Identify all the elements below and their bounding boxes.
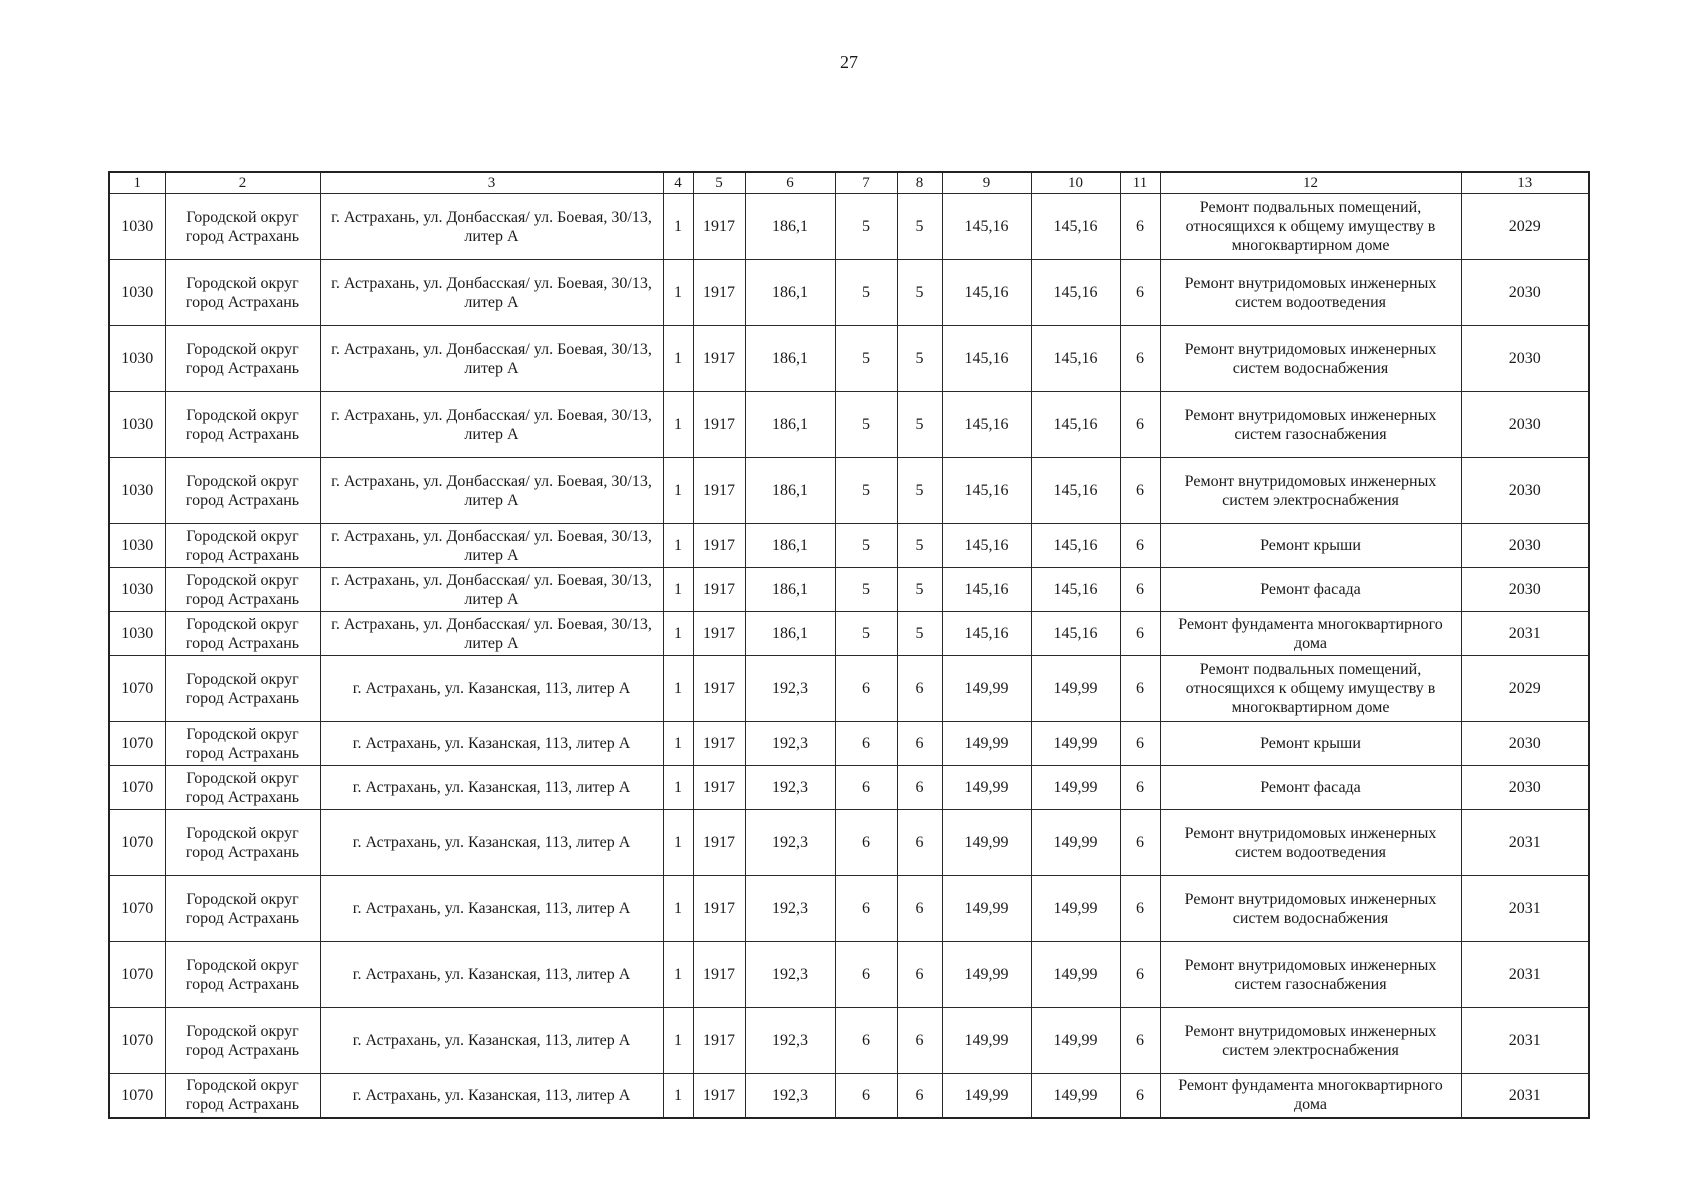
year-cell: 1917 <box>693 326 745 392</box>
work-type-cell: Ремонт внутридомовых инженерных систем водоотведения <box>1160 810 1461 876</box>
value-cell: 6 <box>1120 568 1160 612</box>
value-cell: 1 <box>663 1008 693 1074</box>
area-cell: 192,3 <box>745 810 835 876</box>
area-cell: 149,99 <box>942 656 1031 722</box>
area-cell: 192,3 <box>745 942 835 1008</box>
table-row <box>109 194 1589 260</box>
row-id: 1070 <box>109 1008 165 1074</box>
planned-year-cell: 2030 <box>1461 722 1589 766</box>
area-cell: 145,16 <box>1031 568 1120 612</box>
value-cell: 6 <box>1120 612 1160 656</box>
district-cell: Городской округ город Астрахань <box>165 524 320 568</box>
row-id: 1070 <box>109 1074 165 1118</box>
area-cell: 186,1 <box>745 612 835 656</box>
value-cell: 6 <box>1120 810 1160 876</box>
year-cell: 1917 <box>693 568 745 612</box>
value-cell: 1 <box>663 1074 693 1118</box>
address-cell: г. Астрахань, ул. Казанская, 113, литер А <box>320 766 663 810</box>
work-type-cell: Ремонт внутридомовых инженерных систем водоснабжения <box>1160 876 1461 942</box>
area-cell: 145,16 <box>942 524 1031 568</box>
planned-year-cell: 2031 <box>1461 876 1589 942</box>
value-cell: 6 <box>1120 1074 1160 1118</box>
row-id: 1030 <box>109 260 165 326</box>
address-cell: г. Астрахань, ул. Казанская, 113, литер А <box>320 876 663 942</box>
value-cell: 5 <box>897 612 942 656</box>
area-cell: 186,1 <box>745 568 835 612</box>
area-cell: 149,99 <box>1031 1008 1120 1074</box>
address-cell: г. Астрахань, ул. Донбасская/ ул. Боевая, 30/13, литер А <box>320 612 663 656</box>
area-cell: 145,16 <box>1031 524 1120 568</box>
year-cell: 1917 <box>693 194 745 260</box>
district-cell: Городской округ город Астрахань <box>165 458 320 524</box>
row-id: 1070 <box>109 942 165 1008</box>
area-cell: 145,16 <box>1031 612 1120 656</box>
work-type-cell: Ремонт внутридомовых инженерных систем электроснабжения <box>1160 1008 1461 1074</box>
value-cell: 6 <box>835 810 897 876</box>
column-number-header: 12 <box>1160 172 1461 194</box>
planned-year-cell: 2030 <box>1461 458 1589 524</box>
column-number-header: 9 <box>942 172 1031 194</box>
row-id: 1030 <box>109 392 165 458</box>
row-id: 1070 <box>109 766 165 810</box>
district-cell: Городской округ город Астрахань <box>165 942 320 1008</box>
area-cell: 149,99 <box>942 1008 1031 1074</box>
area-cell: 145,16 <box>942 392 1031 458</box>
planned-year-cell: 2030 <box>1461 568 1589 612</box>
value-cell: 6 <box>897 766 942 810</box>
year-cell: 1917 <box>693 876 745 942</box>
value-cell: 5 <box>835 458 897 524</box>
value-cell: 5 <box>835 392 897 458</box>
value-cell: 6 <box>1120 326 1160 392</box>
district-cell: Городской округ город Астрахань <box>165 722 320 766</box>
row-id: 1070 <box>109 656 165 722</box>
table-row <box>109 458 1589 524</box>
row-id: 1030 <box>109 194 165 260</box>
value-cell: 6 <box>835 942 897 1008</box>
table-row <box>109 612 1589 656</box>
value-cell: 1 <box>663 194 693 260</box>
area-cell: 149,99 <box>942 722 1031 766</box>
value-cell: 6 <box>897 722 942 766</box>
district-cell: Городской округ город Астрахань <box>165 260 320 326</box>
year-cell: 1917 <box>693 810 745 876</box>
table-row <box>109 766 1589 810</box>
value-cell: 6 <box>1120 722 1160 766</box>
value-cell: 6 <box>835 876 897 942</box>
area-cell: 192,3 <box>745 1008 835 1074</box>
address-cell: г. Астрахань, ул. Донбасская/ ул. Боевая, 30/13, литер А <box>320 392 663 458</box>
planned-year-cell: 2031 <box>1461 942 1589 1008</box>
value-cell: 6 <box>835 656 897 722</box>
district-cell: Городской округ город Астрахань <box>165 392 320 458</box>
value-cell: 1 <box>663 876 693 942</box>
address-cell: г. Астрахань, ул. Донбасская/ ул. Боевая, 30/13, литер А <box>320 568 663 612</box>
column-number-header: 7 <box>835 172 897 194</box>
value-cell: 1 <box>663 260 693 326</box>
district-cell: Городской округ город Астрахань <box>165 194 320 260</box>
address-cell: г. Астрахань, ул. Казанская, 113, литер А <box>320 1008 663 1074</box>
area-cell: 145,16 <box>1031 326 1120 392</box>
value-cell: 6 <box>1120 194 1160 260</box>
value-cell: 5 <box>835 326 897 392</box>
value-cell: 6 <box>1120 876 1160 942</box>
area-cell: 145,16 <box>942 326 1031 392</box>
value-cell: 1 <box>663 656 693 722</box>
table-body <box>109 194 1589 1118</box>
year-cell: 1917 <box>693 1074 745 1118</box>
page-number: 27 <box>840 52 858 72</box>
value-cell: 6 <box>897 876 942 942</box>
planned-year-cell: 2030 <box>1461 524 1589 568</box>
planned-year-cell: 2030 <box>1461 392 1589 458</box>
value-cell: 5 <box>897 260 942 326</box>
value-cell: 6 <box>1120 392 1160 458</box>
value-cell: 6 <box>897 1074 942 1118</box>
area-cell: 192,3 <box>745 766 835 810</box>
value-cell: 1 <box>663 942 693 1008</box>
planned-year-cell: 2031 <box>1461 810 1589 876</box>
row-id: 1070 <box>109 722 165 766</box>
area-cell: 186,1 <box>745 524 835 568</box>
row-id: 1070 <box>109 810 165 876</box>
value-cell: 1 <box>663 524 693 568</box>
year-cell: 1917 <box>693 722 745 766</box>
value-cell: 6 <box>835 766 897 810</box>
row-id: 1030 <box>109 458 165 524</box>
table-row <box>109 524 1589 568</box>
work-type-cell: Ремонт внутридомовых инженерных систем газоснабжения <box>1160 942 1461 1008</box>
table-row <box>109 876 1589 942</box>
work-type-cell: Ремонт внутридомовых инженерных систем газоснабжения <box>1160 392 1461 458</box>
work-type-cell: Ремонт крыши <box>1160 722 1461 766</box>
address-cell: г. Астрахань, ул. Донбасская/ ул. Боевая, 30/13, литер А <box>320 194 663 260</box>
value-cell: 1 <box>663 810 693 876</box>
planned-year-cell: 2029 <box>1461 656 1589 722</box>
value-cell: 6 <box>897 656 942 722</box>
planned-year-cell: 2030 <box>1461 766 1589 810</box>
table-row <box>109 722 1589 766</box>
work-type-cell: Ремонт фундамента многоквартирного дома <box>1160 1074 1461 1118</box>
value-cell: 5 <box>897 524 942 568</box>
year-cell: 1917 <box>693 656 745 722</box>
area-cell: 145,16 <box>942 568 1031 612</box>
repair-schedule-table <box>108 171 1590 1119</box>
year-cell: 1917 <box>693 524 745 568</box>
table-row <box>109 656 1589 722</box>
value-cell: 5 <box>897 194 942 260</box>
value-cell: 5 <box>897 326 942 392</box>
value-cell: 6 <box>897 942 942 1008</box>
value-cell: 5 <box>835 194 897 260</box>
district-cell: Городской округ город Астрахань <box>165 612 320 656</box>
row-id: 1030 <box>109 524 165 568</box>
work-type-cell: Ремонт подвальных помещений, относящихся к общему имуществу в многоквартирном доме <box>1160 194 1461 260</box>
planned-year-cell: 2030 <box>1461 326 1589 392</box>
address-cell: г. Астрахань, ул. Донбасская/ ул. Боевая, 30/13, литер А <box>320 458 663 524</box>
column-number-header: 4 <box>663 172 693 194</box>
value-cell: 5 <box>835 568 897 612</box>
planned-year-cell: 2031 <box>1461 1074 1589 1118</box>
area-cell: 186,1 <box>745 392 835 458</box>
work-type-cell: Ремонт внутридомовых инженерных систем водоотведения <box>1160 260 1461 326</box>
column-number-header: 5 <box>693 172 745 194</box>
value-cell: 1 <box>663 392 693 458</box>
area-cell: 192,3 <box>745 876 835 942</box>
year-cell: 1917 <box>693 612 745 656</box>
area-cell: 149,99 <box>942 942 1031 1008</box>
area-cell: 149,99 <box>1031 1074 1120 1118</box>
value-cell: 6 <box>1120 524 1160 568</box>
planned-year-cell: 2029 <box>1461 194 1589 260</box>
area-cell: 145,16 <box>942 260 1031 326</box>
table-row <box>109 392 1589 458</box>
row-id: 1070 <box>109 876 165 942</box>
value-cell: 5 <box>897 458 942 524</box>
work-type-cell: Ремонт фасада <box>1160 766 1461 810</box>
district-cell: Городской округ город Астрахань <box>165 656 320 722</box>
value-cell: 5 <box>835 612 897 656</box>
district-cell: Городской округ город Астрахань <box>165 766 320 810</box>
area-cell: 186,1 <box>745 326 835 392</box>
column-number-header: 10 <box>1031 172 1120 194</box>
district-cell: Городской округ город Астрахань <box>165 876 320 942</box>
area-cell: 145,16 <box>942 194 1031 260</box>
value-cell: 6 <box>835 722 897 766</box>
planned-year-cell: 2030 <box>1461 260 1589 326</box>
area-cell: 145,16 <box>1031 194 1120 260</box>
address-cell: г. Астрахань, ул. Казанская, 113, литер А <box>320 656 663 722</box>
district-cell: Городской округ город Астрахань <box>165 810 320 876</box>
area-cell: 145,16 <box>1031 458 1120 524</box>
value-cell: 6 <box>835 1074 897 1118</box>
row-id: 1030 <box>109 568 165 612</box>
area-cell: 145,16 <box>1031 260 1120 326</box>
table-row <box>109 810 1589 876</box>
work-type-cell: Ремонт подвальных помещений, относящихся к общему имуществу в многоквартирном доме <box>1160 656 1461 722</box>
table-row <box>109 326 1589 392</box>
row-id: 1030 <box>109 326 165 392</box>
area-cell: 186,1 <box>745 194 835 260</box>
column-number-header: 3 <box>320 172 663 194</box>
table-row <box>109 942 1589 1008</box>
work-type-cell: Ремонт внутридомовых инженерных систем водоснабжения <box>1160 326 1461 392</box>
area-cell: 145,16 <box>942 458 1031 524</box>
value-cell: 1 <box>663 766 693 810</box>
value-cell: 5 <box>897 392 942 458</box>
area-cell: 192,3 <box>745 656 835 722</box>
column-number-header: 1 <box>109 172 165 194</box>
district-cell: Городской округ город Астрахань <box>165 326 320 392</box>
area-cell: 149,99 <box>1031 656 1120 722</box>
planned-year-cell: 2031 <box>1461 1008 1589 1074</box>
value-cell: 6 <box>1120 656 1160 722</box>
value-cell: 1 <box>663 458 693 524</box>
row-id: 1030 <box>109 612 165 656</box>
table-row <box>109 1008 1589 1074</box>
work-type-cell: Ремонт фундамента многоквартирного дома <box>1160 612 1461 656</box>
year-cell: 1917 <box>693 392 745 458</box>
year-cell: 1917 <box>693 942 745 1008</box>
value-cell: 6 <box>1120 458 1160 524</box>
year-cell: 1917 <box>693 458 745 524</box>
value-cell: 1 <box>663 326 693 392</box>
year-cell: 1917 <box>693 1008 745 1074</box>
address-cell: г. Астрахань, ул. Донбасская/ ул. Боевая, 30/13, литер А <box>320 524 663 568</box>
work-type-cell: Ремонт фасада <box>1160 568 1461 612</box>
value-cell: 5 <box>835 260 897 326</box>
column-number-header: 11 <box>1120 172 1160 194</box>
value-cell: 6 <box>897 810 942 876</box>
address-cell: г. Астрахань, ул. Казанская, 113, литер А <box>320 942 663 1008</box>
area-cell: 145,16 <box>1031 392 1120 458</box>
area-cell: 149,99 <box>1031 722 1120 766</box>
address-cell: г. Астрахань, ул. Донбасская/ ул. Боевая, 30/13, литер А <box>320 260 663 326</box>
value-cell: 1 <box>663 722 693 766</box>
value-cell: 5 <box>897 568 942 612</box>
year-cell: 1917 <box>693 260 745 326</box>
area-cell: 149,99 <box>942 810 1031 876</box>
value-cell: 6 <box>1120 1008 1160 1074</box>
value-cell: 6 <box>1120 766 1160 810</box>
address-cell: г. Астрахань, ул. Казанская, 113, литер А <box>320 1074 663 1118</box>
district-cell: Городской округ город Астрахань <box>165 1074 320 1118</box>
work-type-cell: Ремонт внутридомовых инженерных систем электроснабжения <box>1160 458 1461 524</box>
area-cell: 149,99 <box>942 766 1031 810</box>
address-cell: г. Астрахань, ул. Казанская, 113, литер А <box>320 722 663 766</box>
table-row <box>109 568 1589 612</box>
value-cell: 6 <box>1120 260 1160 326</box>
value-cell: 6 <box>897 1008 942 1074</box>
area-cell: 149,99 <box>1031 942 1120 1008</box>
value-cell: 6 <box>1120 942 1160 1008</box>
area-cell: 149,99 <box>942 876 1031 942</box>
area-cell: 149,99 <box>1031 766 1120 810</box>
value-cell: 5 <box>835 524 897 568</box>
district-cell: Городской округ город Астрахань <box>165 1008 320 1074</box>
column-number-header: 8 <box>897 172 942 194</box>
district-cell: Городской округ город Астрахань <box>165 568 320 612</box>
area-cell: 186,1 <box>745 458 835 524</box>
address-cell: г. Астрахань, ул. Казанская, 113, литер А <box>320 810 663 876</box>
area-cell: 192,3 <box>745 722 835 766</box>
column-number-header: 6 <box>745 172 835 194</box>
area-cell: 145,16 <box>942 612 1031 656</box>
address-cell: г. Астрахань, ул. Донбасская/ ул. Боевая, 30/13, литер А <box>320 326 663 392</box>
value-cell: 1 <box>663 612 693 656</box>
work-type-cell: Ремонт крыши <box>1160 524 1461 568</box>
area-cell: 186,1 <box>745 260 835 326</box>
column-number-header: 2 <box>165 172 320 194</box>
value-cell: 6 <box>835 1008 897 1074</box>
planned-year-cell: 2031 <box>1461 612 1589 656</box>
table-row <box>109 1074 1589 1118</box>
area-cell: 149,99 <box>1031 876 1120 942</box>
table-row <box>109 260 1589 326</box>
column-number-header: 13 <box>1461 172 1589 194</box>
year-cell: 1917 <box>693 766 745 810</box>
area-cell: 192,3 <box>745 1074 835 1118</box>
column-number-row <box>109 172 1589 194</box>
area-cell: 149,99 <box>942 1074 1031 1118</box>
value-cell: 1 <box>663 568 693 612</box>
area-cell: 149,99 <box>1031 810 1120 876</box>
